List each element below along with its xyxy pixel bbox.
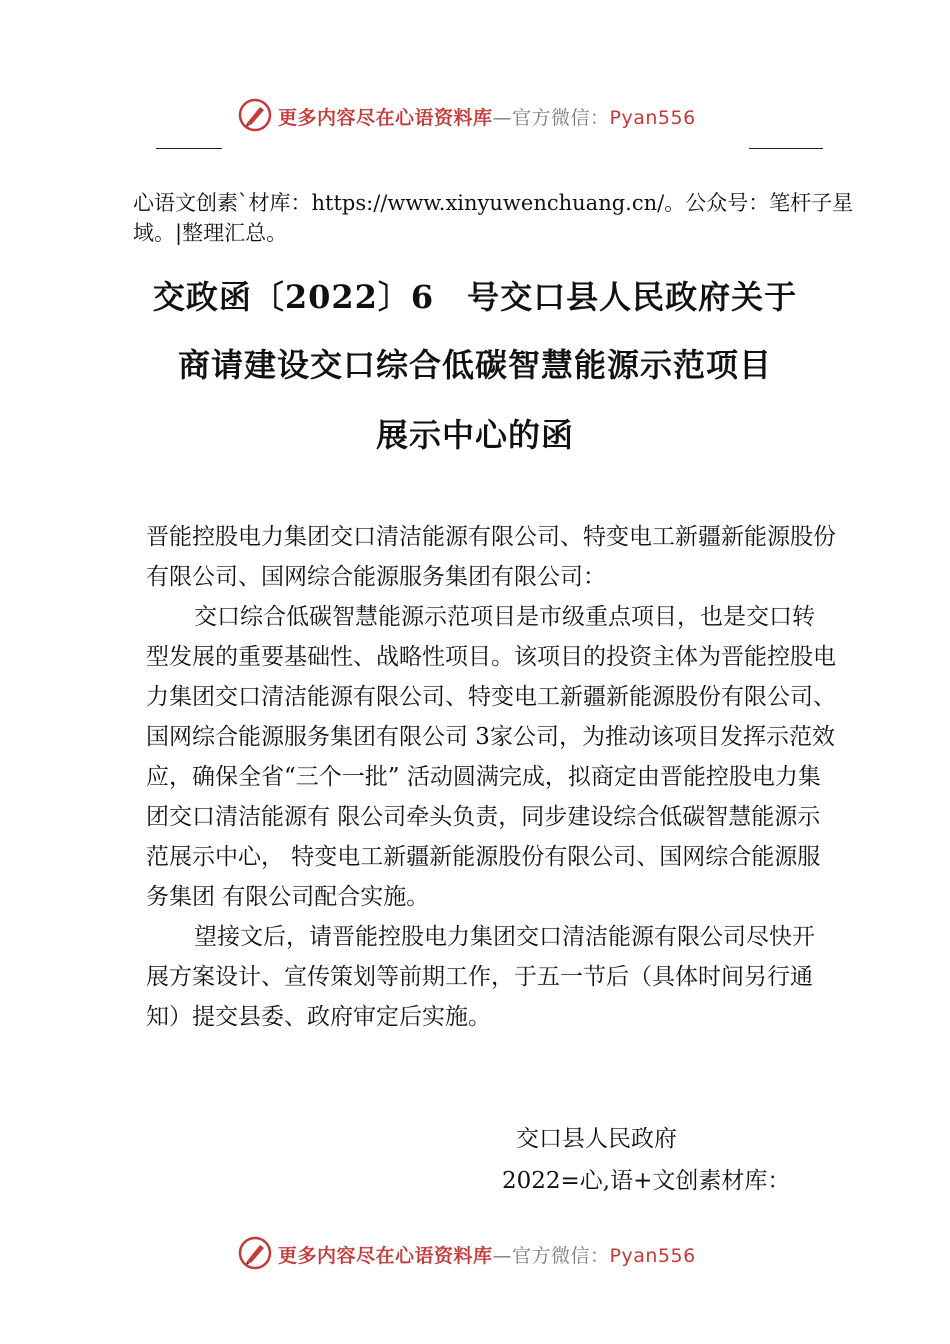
banner-wechat-id: Pyan556 [609,1245,696,1267]
header-rule-left [156,148,222,149]
footer-banner [0,1234,950,1274]
banner-text [278,103,696,130]
header-banner [0,96,950,136]
doc-title-line1: 交政函〔2022〕6 号交口县人民政府关于 [152,278,798,316]
issuer-name: 交口县人民政府 [516,1126,677,1152]
date-line: 2022=心,语+文创素材库： [502,1168,791,1194]
body-paragraph-1: 交口综合低碳智慧能源示范项目是市级重点项目，也是交口转型发展的重要基础性、战略性项目。该项目的投资主体为晋能控股电力集团交口清洁能源有限公司、特变电工新疆新能源股份有限公司、国网综合能源服务集团有限公司 3家公司，为推动该项目发挥示范效应，确保全省“三个一批” 活动圆满完成，拟商定由晋能控股电力集团交口清洁能源有 限公司牵头负责，同步建设综合低碳智慧能源示范展示中心， 特变电工新疆新能源股份有限公司、国网综合能源服务集团 有限公司配合实施。 [146,604,836,910]
pen-logo-icon [238,98,272,132]
source-note: 心语文创素`材库：https://www.xinyuwenchuang.cn/。公众号：笔杆子星域。|整理汇总。 [133,191,854,245]
doc-title-line2: 商请建设交口综合低碳智慧能源示范项目 [177,346,772,384]
header-rule-right [749,148,823,149]
banner-wechat-id: Pyan556 [609,107,696,129]
banner-wechat-label: 官方微信： [512,107,610,129]
banner-wechat-label: 官方微信： [512,1245,610,1267]
banner-separator: — [492,1245,513,1267]
pen-logo-icon [238,1236,272,1270]
banner-separator: — [492,107,513,129]
addressee: 晋能控股电力集团交口清洁能源有限公司、特变电工新疆新能源股份有限公司、国网综合能源服务集团有限公司： [146,524,836,590]
banner-brand: 更多内容尽在心语资料库 [278,1245,493,1267]
letter-body [146,517,836,1037]
doc-title-line3: 展示中心的函 [375,416,574,454]
body-paragraph-2: 望接文后，请晋能控股电力集团交口清洁能源有限公司尽快开展方案设计、宣传策划等前期工作，于五一节后（具体时间另行通知）提交县委、政府审定后实施。 [146,924,815,1030]
banner-text [278,1241,696,1268]
banner-brand: 更多内容尽在心语资料库 [278,107,493,129]
